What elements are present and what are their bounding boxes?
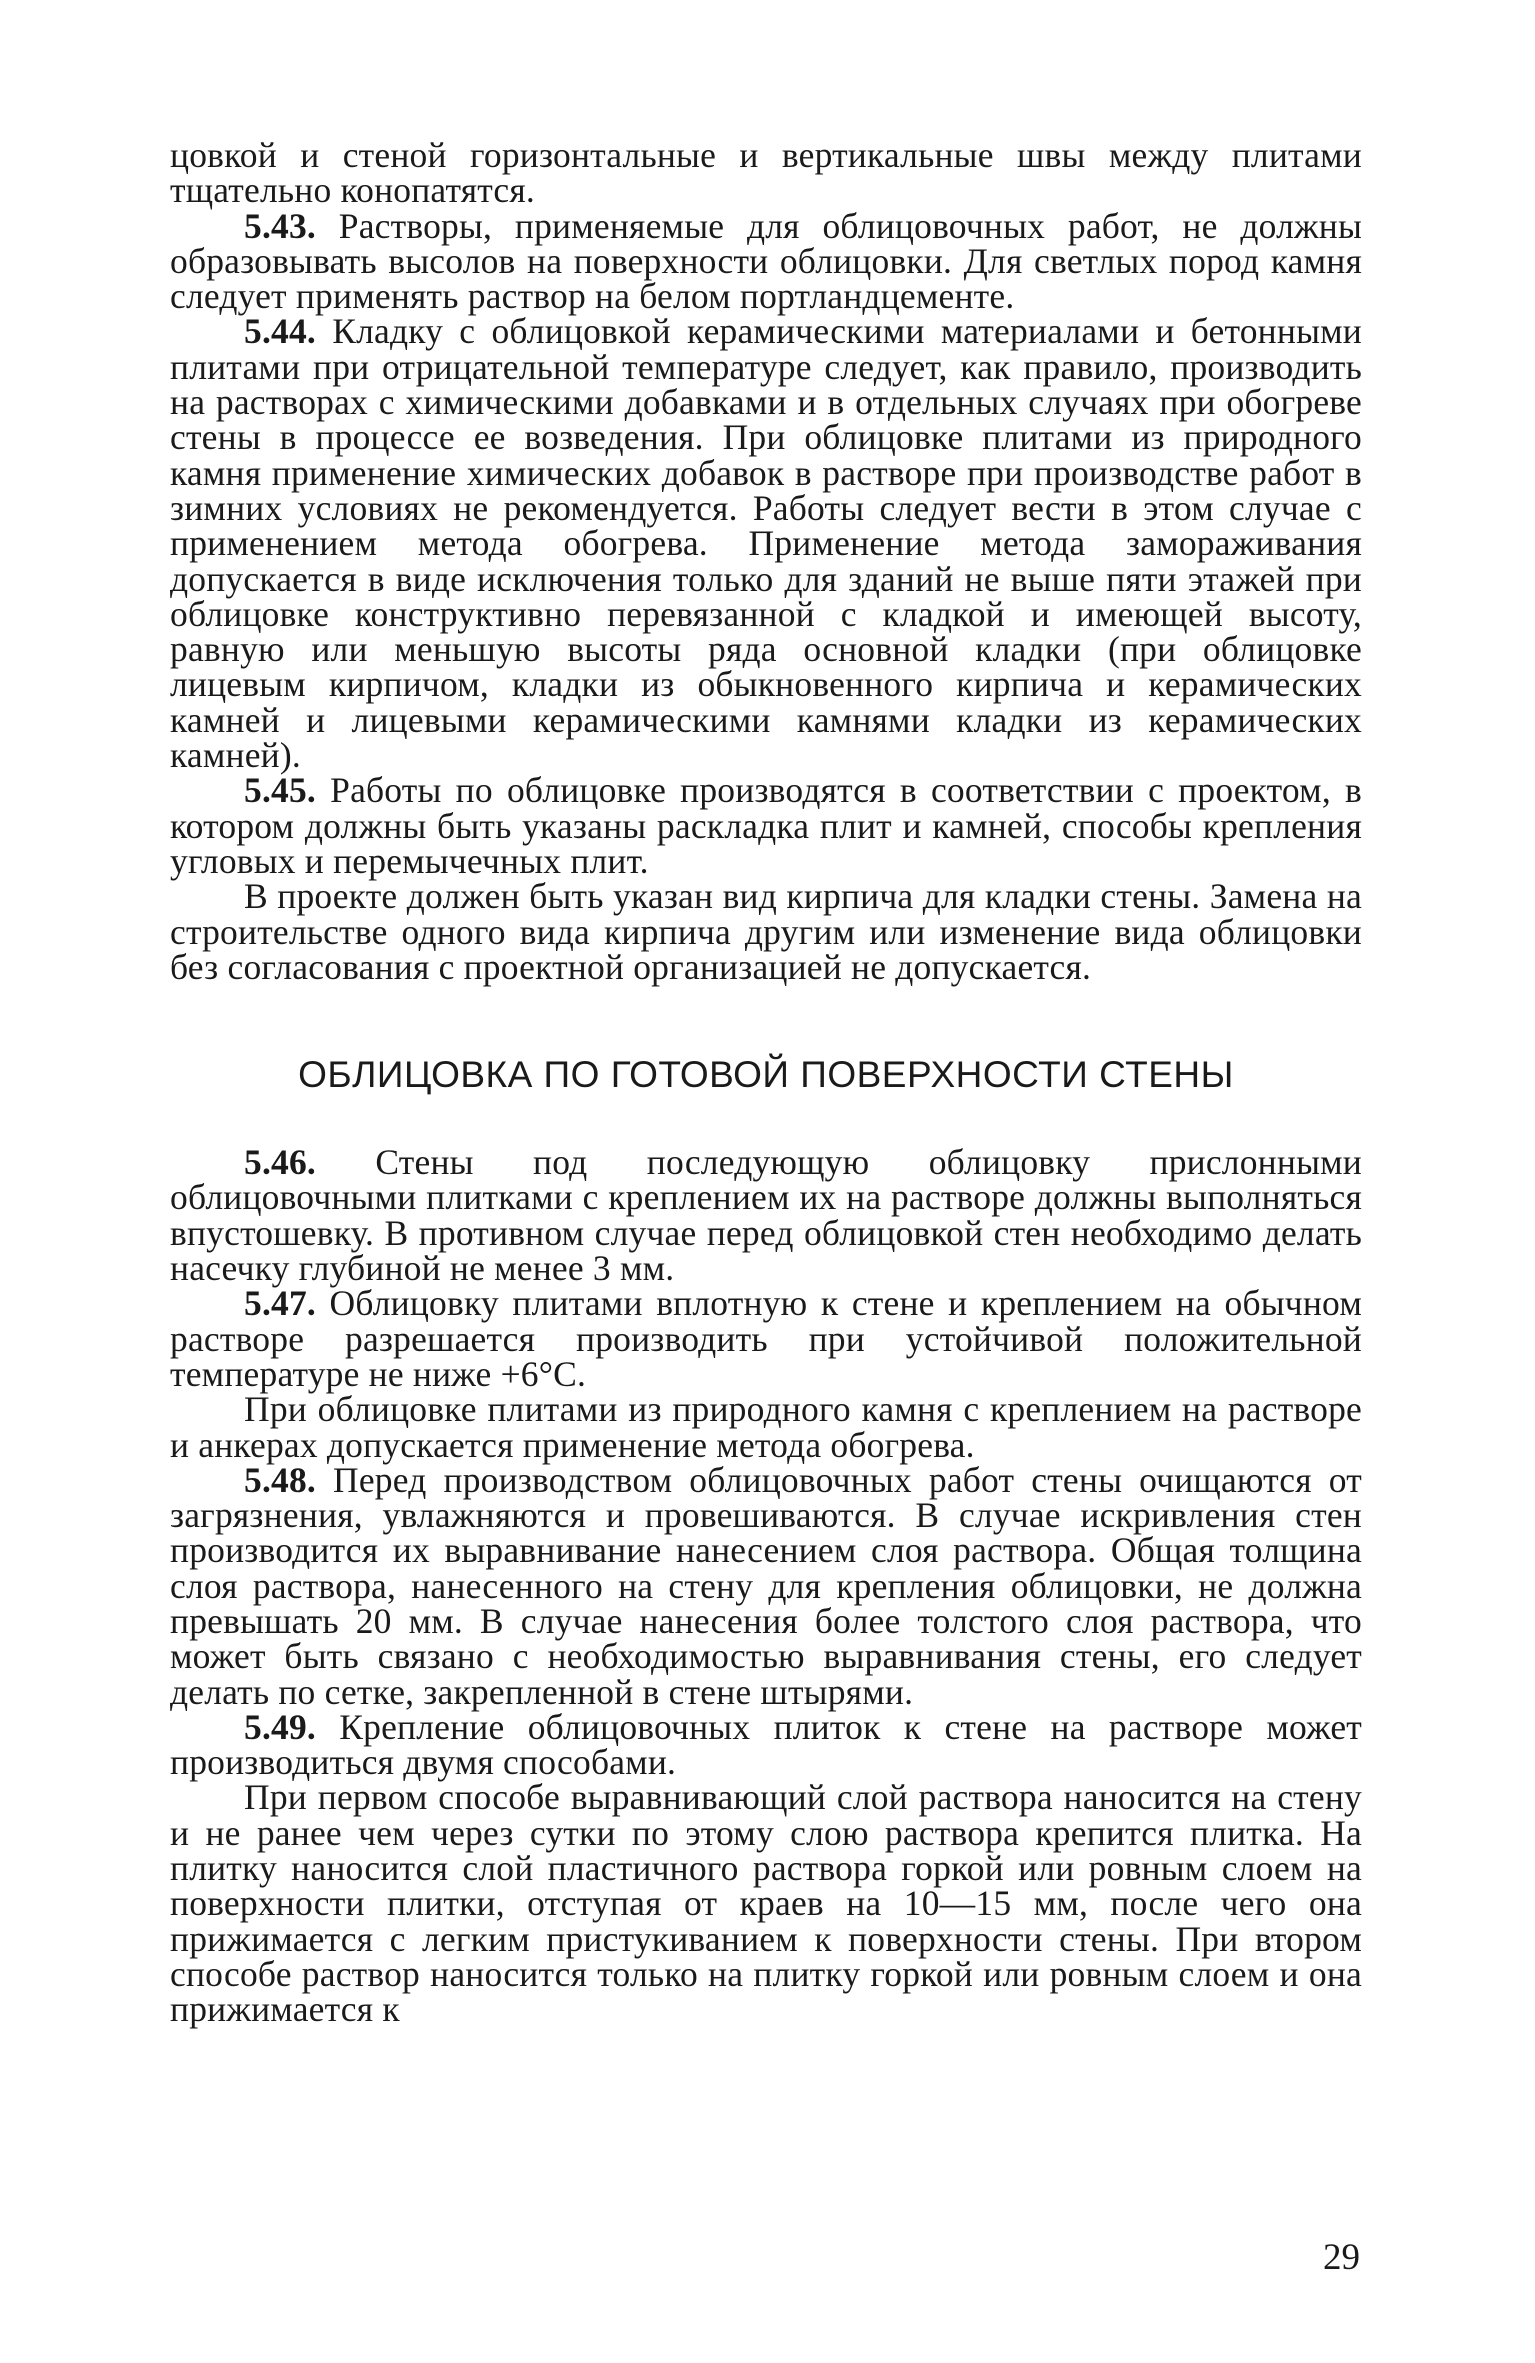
text-block-before: [170, 135, 1362, 987]
paragraph-text: Перед производством облицовочных работ стены очищаются от загрязнения, увлажняются и провешиваются. В случае искривления стен производится их выравнивание нанесением слоя раствора. Общая толщина слоя раствора, нанесенного на стену для крепления облицовки, не должна превышать 20 мм. В случае нанесения более толстого слоя раствора, что может быть связано с необходимостью выравнивания стены, его следует делать по сетке, закрепленной в стене штырями.: [170, 1459, 1362, 1712]
clause-number: 5.44.: [244, 311, 316, 352]
paragraph-5-43: [170, 205, 1362, 317]
paragraph-first-method: [170, 1777, 1362, 2030]
paragraph-project-brick: [170, 876, 1362, 987]
clause-number: 5.47.: [244, 1283, 316, 1324]
text-block-after: [170, 1142, 1362, 2030]
paragraph-5-45: [170, 770, 1362, 881]
clause-number: 5.49.: [244, 1706, 316, 1747]
page-number: 29: [1323, 2237, 1360, 2278]
paragraph-text: В проекте должен быть указан вид кирпича для кладки стены. Замена на строительстве одного вида кирпича другим или изменение вида облицовки без согласования с проектной организацией не допускается.: [170, 876, 1362, 987]
paragraph-text: Облицовку плитами вплотную к стене и креплением на обычном растворе разрешается производить при устойчивой положительной температуре не ниже +6°С.: [170, 1283, 1362, 1394]
clause-number: 5.45.: [244, 770, 316, 811]
paragraph-stone-anchors: [170, 1389, 1362, 1465]
clause-number: 5.48.: [244, 1459, 316, 1500]
page-body: [170, 135, 1362, 2030]
clause-number: 5.43.: [244, 205, 316, 246]
paragraph-text: Растворы, применяемые для облицовочных работ, не должны образовывать высолов на поверхности облицовки. Для светлых пород камня следует применять раствор на белом портландцементе.: [170, 205, 1362, 317]
paragraph-text: цовкой и стеной горизонтальные и вертикальные швы между плитами тщательно конопатятся.: [170, 135, 1362, 211]
paragraph-0: [170, 135, 1362, 211]
section-heading: ОБЛИЦОВКА ПО ГОТОВОЙ ПОВЕРХНОСТИ СТЕНЫ: [298, 1054, 1234, 1096]
paragraph-text: При облицовке плитами из природного камня с креплением на растворе и анкерах допускается применение метода обогрева.: [170, 1389, 1362, 1465]
paragraph-5-49: [170, 1706, 1362, 1783]
clause-number: 5.46.: [244, 1142, 316, 1183]
paragraph-text: Стены под последующую облицовку прислонными облицовочными плитками с креплением их на растворе должны выполняться впустошевку. В противном случае перед облицовкой стен необходимо делать насечку глубиной не менее 3 мм.: [170, 1142, 1362, 1289]
paragraph-5-44: [170, 311, 1362, 776]
paragraph-text: Крепление облицовочных плиток к стене на растворе может производиться двумя способами.: [170, 1706, 1362, 1783]
paragraph-text: Работы по облицовке производятся в соответствии с проектом, в котором должны быть указаны раскладка плит и камней, способы крепления угловых и перемычечных плит.: [170, 770, 1362, 881]
paragraph-text: При первом способе выравнивающий слой раствора наносится на стену и не ранее чем через сутки по этому слою раствора крепится плитка. На плитку наносится слой пластичного раствора горкой или ровным слоем на поверхности плитки, отступая от краев на 10—15 мм, после чего она прижимается с легким пристукиванием к поверхности стены. При втором способе раствор наносится только на плитку горкой или ровным слоем и она прижимается к: [170, 1777, 1362, 2030]
paragraph-text: Кладку с облицовкой керамическими материалами и бетонными плитами при отрицательной температуре следует, как правило, производить на растворах с химическими добавками и в отдельных случаях при обогреве стены в процессе ее возведения. При облицовке плитами из природного камня применение химических добавок в растворе при производстве работ в зимних условиях не рекомендуется. Работы следует вести в этом случае с применением метода обогрева. Применение метода замораживания допускается в виде исключения только для зданий не выше пяти этажей при облицовке конструктивно перевязанной с кладкой и имеющей высоту, равную или меньшую высоты ряда основной кладки (при облицовке лицевым кирпичом, кладки из обыкновенного кирпича и керамических камней и лицевыми керамическими камнями кладки из керамических камней).: [170, 311, 1362, 776]
paragraph-5-47: [170, 1283, 1362, 1394]
paragraph-5-48: [170, 1459, 1362, 1712]
paragraph-5-46: [170, 1142, 1362, 1289]
